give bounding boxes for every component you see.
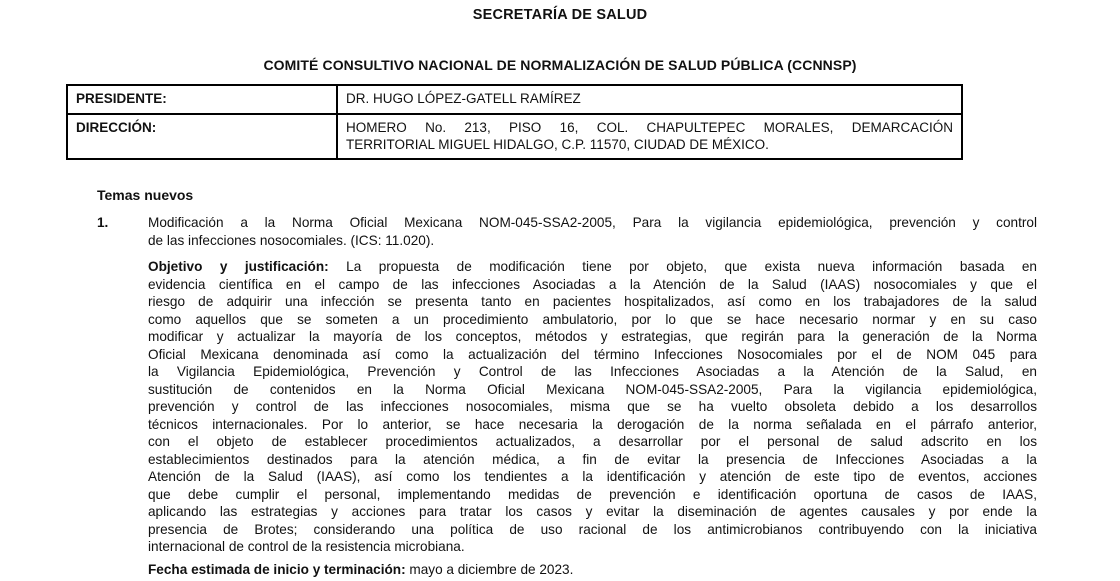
committee-info-table: [66, 84, 963, 160]
objective-line: como aquellos que se someten a un procedimiento ambulatorio, por lo que se hace necesario normar y en su caso: [148, 311, 1037, 327]
objective-line: Atención de la Salud (IAAS), así como los tendientes a la identificación y atención de este tipo de eventos, acciones: [148, 469, 1037, 484]
topic-title-line: Modificación a la Norma Oficial Mexicana NOM-045-SSA2-2005, Para la vigilancia epidemiológica, prevención y control: [148, 215, 1037, 230]
presidente-label: PRESIDENTE:: [67, 85, 337, 114]
objective-line: presencia de Brotes; considerando una política de uso racional de los antimicrobianos contribuyendo con la iniciativa: [148, 521, 1037, 537]
table-row-direccion: [67, 114, 962, 159]
topic-dates-line: [148, 561, 1120, 579]
topic-number: 1.: [97, 215, 109, 230]
objective-line: la Vigilancia Epidemiológica, Prevención y Control de las Infecciones Asociadas a la Atención de la Salud, en: [148, 364, 1037, 379]
objective-label: Objetivo y justificación:: [148, 259, 329, 274]
objective-line: técnicos internacionales. Por lo anterior, se hace necesaria la derogación de la norma señalada en el párrafo anterior,: [148, 416, 1037, 432]
objective-line-text: La propuesta de modificación tiene por objeto, que exista nueva información basada en: [346, 259, 1037, 274]
topic-objective-paragraph: [148, 258, 1037, 556]
presidente-value-cell: [337, 85, 962, 114]
presidente-value: DR. HUGO LÓPEZ-GATELL RAMÍREZ: [346, 91, 581, 106]
objective-line: Oficial Mexicana denominada así como la actualización del término Infecciones Nosocomiales por el de NOM 045 para: [148, 346, 1037, 362]
objective-line: prevención y control de las infecciones nosocomiales, misma que se ha vuelto obsoleta debido a los desarrollos: [148, 399, 1037, 414]
dates-label: Fecha estimada de inicio y terminación:: [148, 561, 406, 577]
committee-subtitle: COMITÉ CONSULTIVO NACIONAL DE NORMALIZACIÓN DE SALUD PÚBLICA (CCNNSP): [263, 57, 857, 73]
direccion-value-line: HOMERO No. 213, PISO 16, COL. CHAPULTEPEC MORALES, DEMARCACIÓN: [346, 120, 953, 135]
direccion-label: DIRECCIÓN:: [67, 114, 337, 159]
objective-line: que debe cumplir el personal, implementando medidas de prevención e identificación oportuna de casos de IAAS,: [148, 486, 1037, 502]
topic-title: [148, 214, 1037, 249]
direccion-value-line: TERRITORIAL MIGUEL HIDALGO, C.P. 11570, CIUDAD DE MÉXICO.: [346, 137, 769, 152]
topic-title-line: de las infecciones nosocomiales. (ICS: 11.020).: [148, 232, 435, 248]
direccion-value-cell: [337, 114, 962, 159]
document-title: SECRETARÍA DE SALUD: [472, 7, 648, 23]
objective-line: riesgo de adquirir una infección se presenta tanto en pacientes hospitalizados, así como en los trabajadores de la salud: [148, 294, 1037, 309]
objective-line: con el objeto de establecer procedimientos actualizados, a desarrollar por el personal de salud adscrito en los: [148, 434, 1037, 449]
objective-line: modificar y actualizar la mayoría de los conceptos, métodos y estrategias, que regirán para la generación de la Norma: [148, 329, 1037, 344]
objective-line: internacional de control de la resistencia microbiana.: [148, 539, 465, 554]
table-row-presidente: [67, 85, 962, 114]
objective-line: aplicando las estrategias y acciones para tratar los casos y evitar la diseminación de agentes causales y por ende la: [148, 504, 1037, 519]
objective-line: [148, 258, 1037, 276]
section-heading-temas-nuevos: Temas nuevos: [97, 187, 194, 203]
topic-item-1: [97, 214, 1120, 249]
dates-value: mayo a diciembre de 2023.: [409, 561, 574, 577]
objective-line: sustitución de contenidos en la Norma Oficial Mexicana NOM-045-SSA2-2005, Para la vigilancia epidemiológica,: [148, 381, 1037, 397]
objective-line: establecimientos destinados para la atención médica, a fin de evitar la presencia de Infecciones Asociadas a la: [148, 451, 1037, 467]
objective-line: evidencia científica en el campo de las infecciones Asociadas a la Atención de la Salud (IAAS) nosocomiales y que el: [148, 276, 1037, 292]
